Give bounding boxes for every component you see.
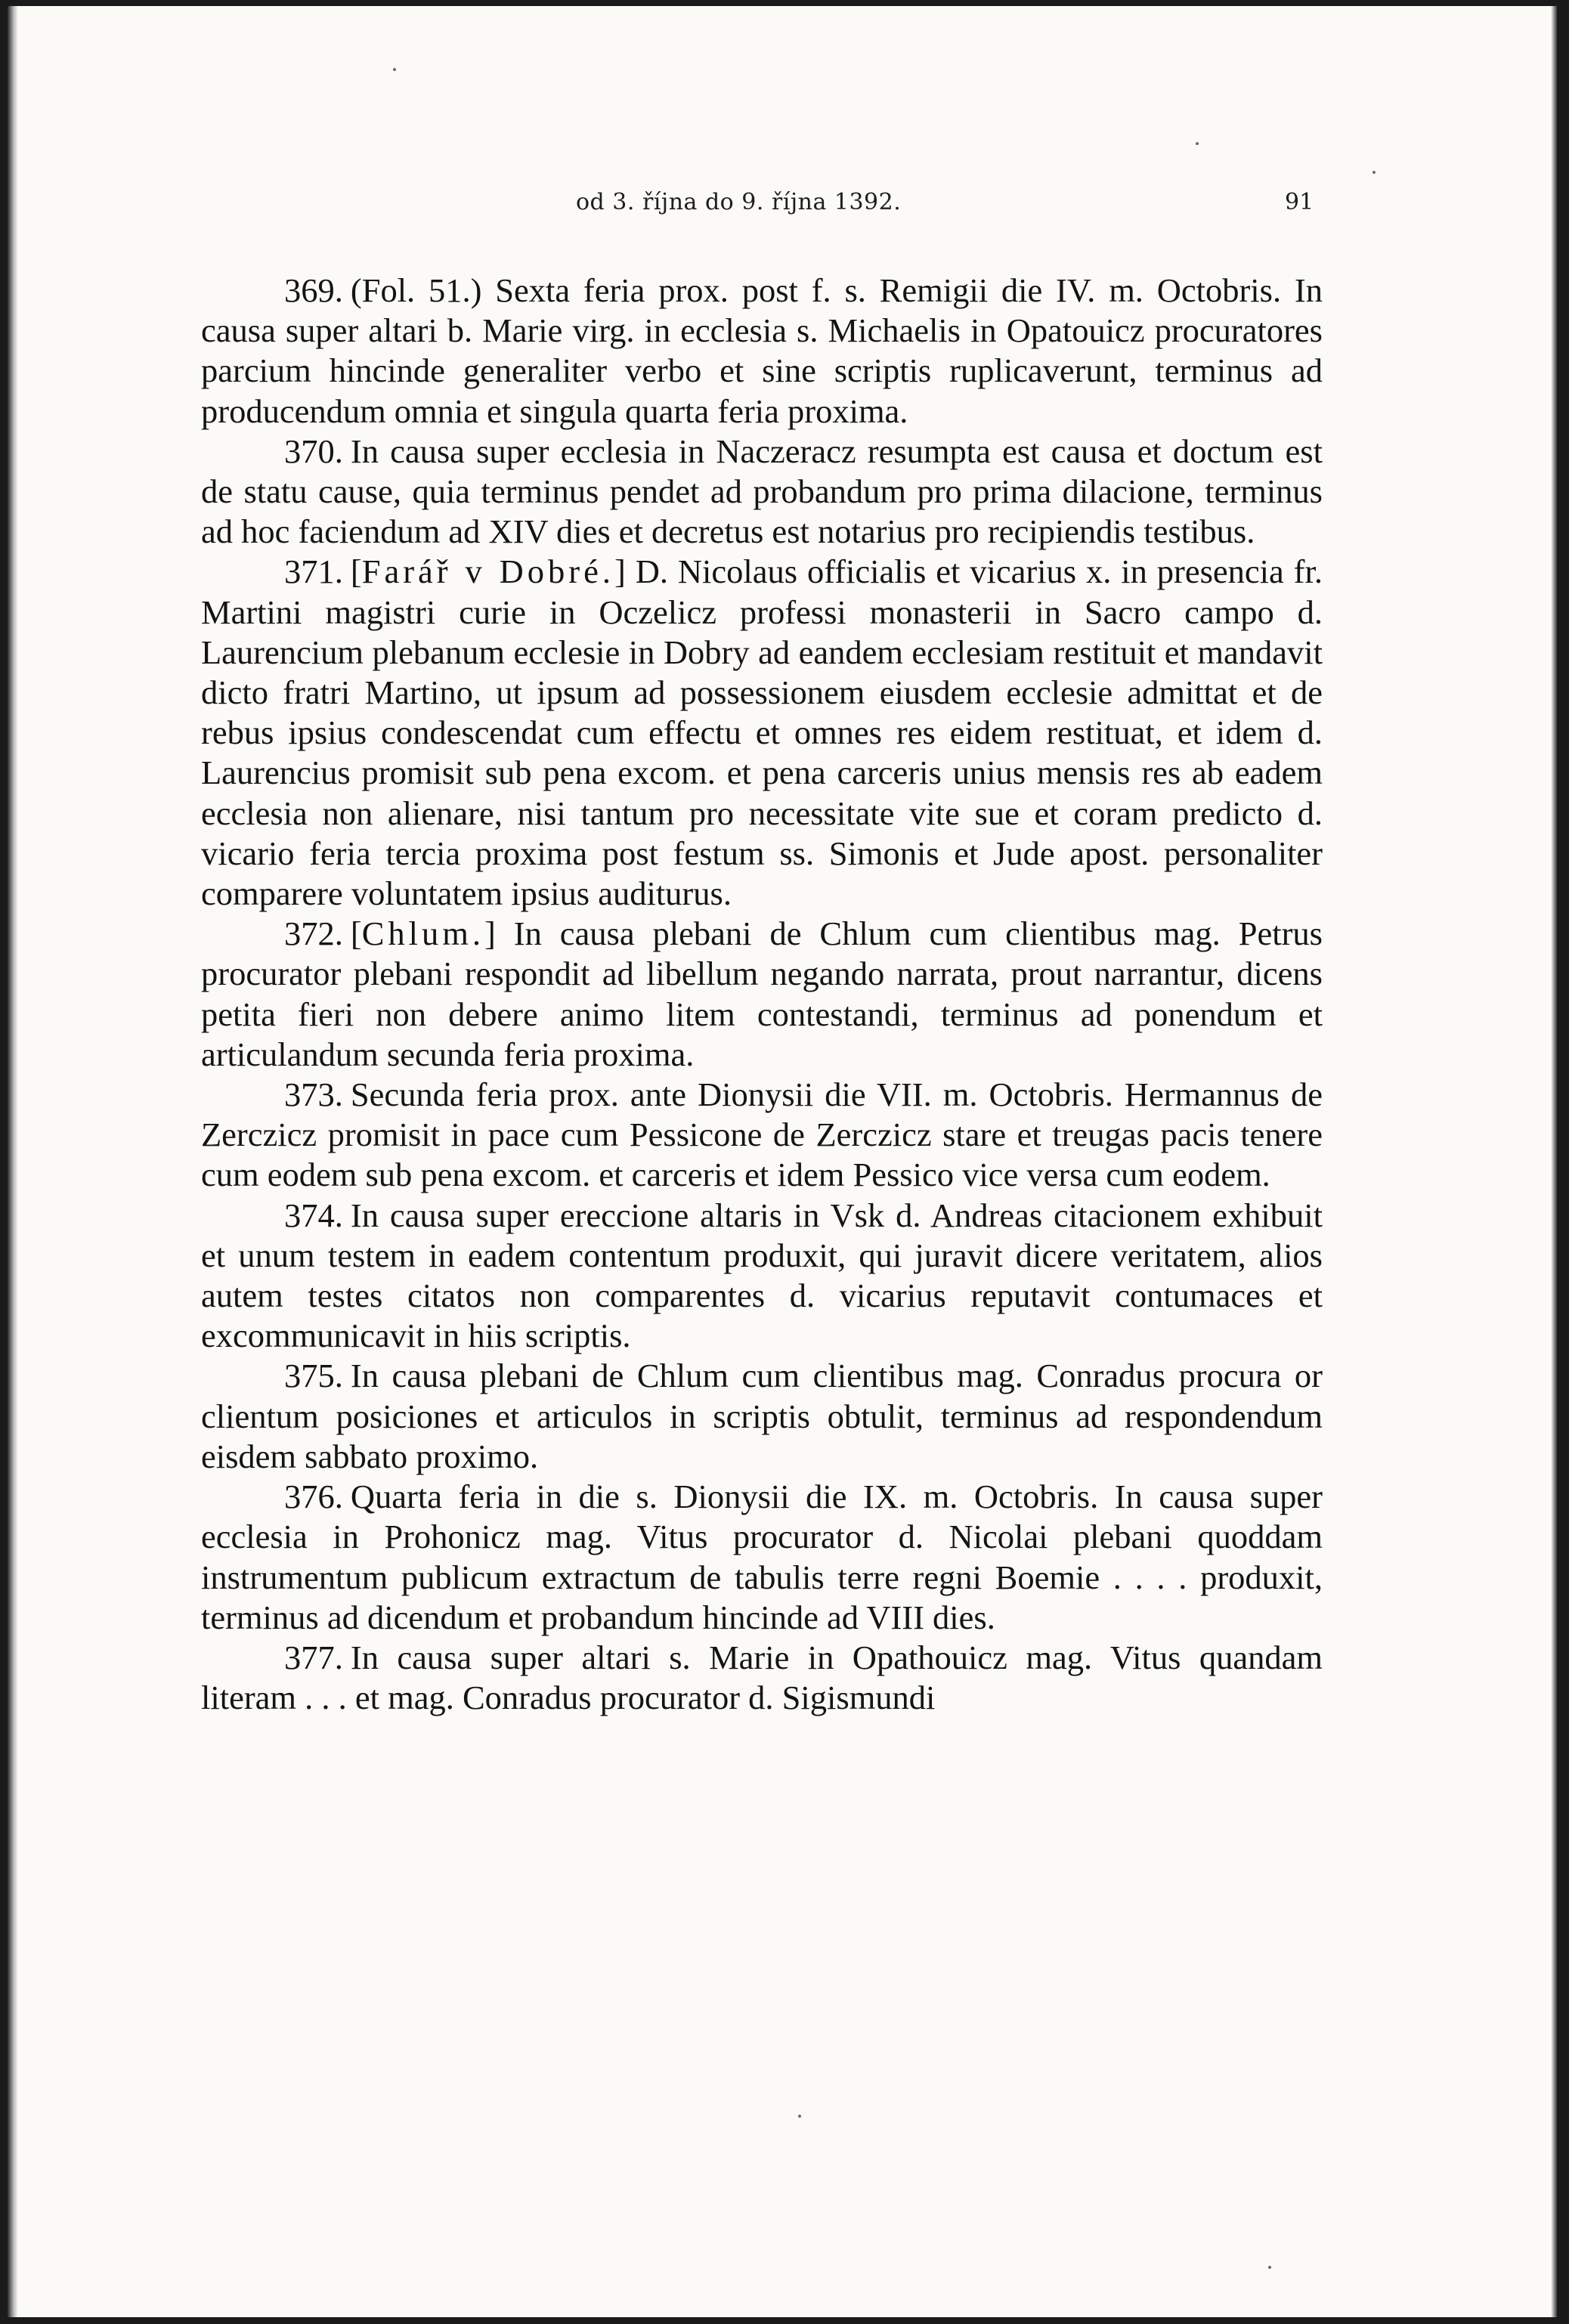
entry-374	[201, 1196, 1323, 1357]
entry-number: 372.	[284, 914, 343, 953]
entry-375	[201, 1356, 1323, 1477]
entry-text: In causa super altari s. Marie in Opathouicz mag. Vitus quandam literam . . . et mag. Conradus procurator d. Sigismundi	[201, 1638, 1323, 1717]
body-text	[201, 271, 1323, 1718]
entry-372: 372. [Chlum.] In causa plebani de Chlum cum clientibus mag. Petrus procurator plebani respondit ad libellum negando narrata, prout narrantur, dicens petita fieri non debere animo litem contestandi, terminus ad ponendum et articulandum secunda feria proxima.	[201, 914, 1323, 1073]
entry-number: 375.	[284, 1357, 343, 1395]
entry-number: 371.	[284, 552, 343, 591]
running-head: od 3. října do 9. října 1392.	[576, 189, 902, 215]
entry-number: 370.	[284, 432, 343, 470]
entry-text: Quarta feria in die s. Dionysii die IX. m. Octobris. In causa super ecclesia in Prohonicz mag. Vitus procurator d. Nicolai plebani quoddam instrumentum publicum extractum de tabulis terre regni Boemie . . . . produxit, terminus ad dicendum et probandum hincinde ad VIII dies.	[201, 1478, 1323, 1636]
marginal-heading: Farář v Dobré.	[361, 552, 614, 591]
entry-373	[201, 1075, 1323, 1196]
marginal-heading: Chlum.	[361, 914, 484, 953]
page-header	[8, 189, 1557, 227]
entry-text: (Fol. 51.) Sexta feria prox. post f. s. Remigii die IV. m. Octobris. In causa super altari b. Marie virg. in ecclesia s. Michaelis in Opatouicz procuratores parcium hincinde generaliter verbo et sine scriptis ruplicaverunt, terminus ad producendum omnia et singula quarta feria proxima.	[201, 271, 1323, 430]
entry-369	[201, 271, 1323, 432]
page-edge	[1551, 6, 1557, 2317]
entry-text: D. Nicolaus officialis et vicarius x. in presencia fr. Martini magistri curie in Oczelicz professi monasterii in Sacro campo d. Laurencium plebanum ecclesie in Dobry ad eandem ecclesiam restituit et mandavit dicto fratri Martino, ut ipsum ad possessionem eiusdem ecclesie admittat et de rebus ipsius condescendat cum effectu et omnes res eidem restituat, et idem d. Laurencius promisit sub pena excom. et pena carceris unius mensis res ab eadem ecclesia non alienare, nisi tantum pro necessitate vite sue et coram predicto d. vicario feria tercia proxima post festum ss. Simonis et Jude apost. personaliter comparere voluntatem ipsius auditurus.	[201, 552, 1323, 913]
binding-shadow	[8, 6, 18, 2317]
entry-376	[201, 1477, 1323, 1638]
paper-speck	[1196, 142, 1199, 145]
paper-speck	[798, 2115, 801, 2118]
entry-text: In causa plebani de Chlum cum clientibus mag. Petrus procurator plebani respondit ad libellum negando narrata, prout narrantur, dicens petita fieri non debere animo litem contestandi, terminus ad ponendum et articulandum secunda feria proxima.	[201, 914, 1323, 1073]
paper-speck	[393, 68, 396, 71]
entry-text: In causa super ereccione altaris in Vsk d. Andreas citacionem exhibuit et unum testem in eadem contentum produxit, qui juravit dicere veritatem, alios autem testes citatos non comparentes d. vicarius reputavit contumaces et excommunicavit in hiis scriptis.	[201, 1196, 1323, 1355]
entry-number: 369.	[284, 271, 343, 309]
entry-371: 371. [Farář v Dobré.] D. Nicolaus officialis et vicarius x. in presencia fr. Martini magistri curie in Oczelicz professi monasterii in Sacro campo d. Laurencium plebanum ecclesie in Dobry ad eandem ecclesiam restituit et mandavit dicto fratri Martino, ut ipsum ad possessionem eiusdem ecclesie admittat et de rebus ipsius condescendat cum effectu et omnes res eidem restituat, et idem d. Laurencius promisit sub pena excom. et pena carceris unius mensis res ab eadem ecclesia non alienare, nisi tantum pro necessitate vite sue et coram predicto d. vicario feria tercia proxima post festum ss. Simonis et Jude apost. personaliter comparere voluntatem ipsius auditurus.	[201, 552, 1323, 913]
entry-377	[201, 1638, 1323, 1718]
paper-speck	[1268, 2266, 1271, 2269]
entry-text: In causa super ecclesia in Naczeracz resumpta est causa et doctum est de statu cause, quia terminus pendet ad probandum pro prima dilacione, terminus ad hoc faciendum ad XIV dies et decretus est notarius pro recipiendis testibus.	[201, 432, 1323, 551]
entry-number: 374.	[284, 1196, 343, 1234]
paper-speck	[1372, 171, 1376, 174]
page-number: 91	[1285, 189, 1314, 215]
entry-number: 377.	[284, 1638, 343, 1676]
entry-text: In causa plebani de Chlum cum clientibus mag. Conradus procura or clientum posiciones et articulos in scriptis obtulit, terminus ad respondendum eisdem sabbato proximo.	[201, 1357, 1323, 1475]
entry-370	[201, 432, 1323, 552]
document-page	[8, 6, 1557, 2317]
entry-number: 376.	[284, 1478, 343, 1516]
entry-text: Secunda feria prox. ante Dionysii die VII. m. Octobris. Hermannus de Zerczicz promisit in pace cum Pessicone de Zerczicz stare et treugas pacis tenere cum eodem sub pena excom. et carceris et idem Pessico vice versa cum eodem.	[201, 1075, 1323, 1194]
entry-number: 373.	[284, 1075, 343, 1114]
